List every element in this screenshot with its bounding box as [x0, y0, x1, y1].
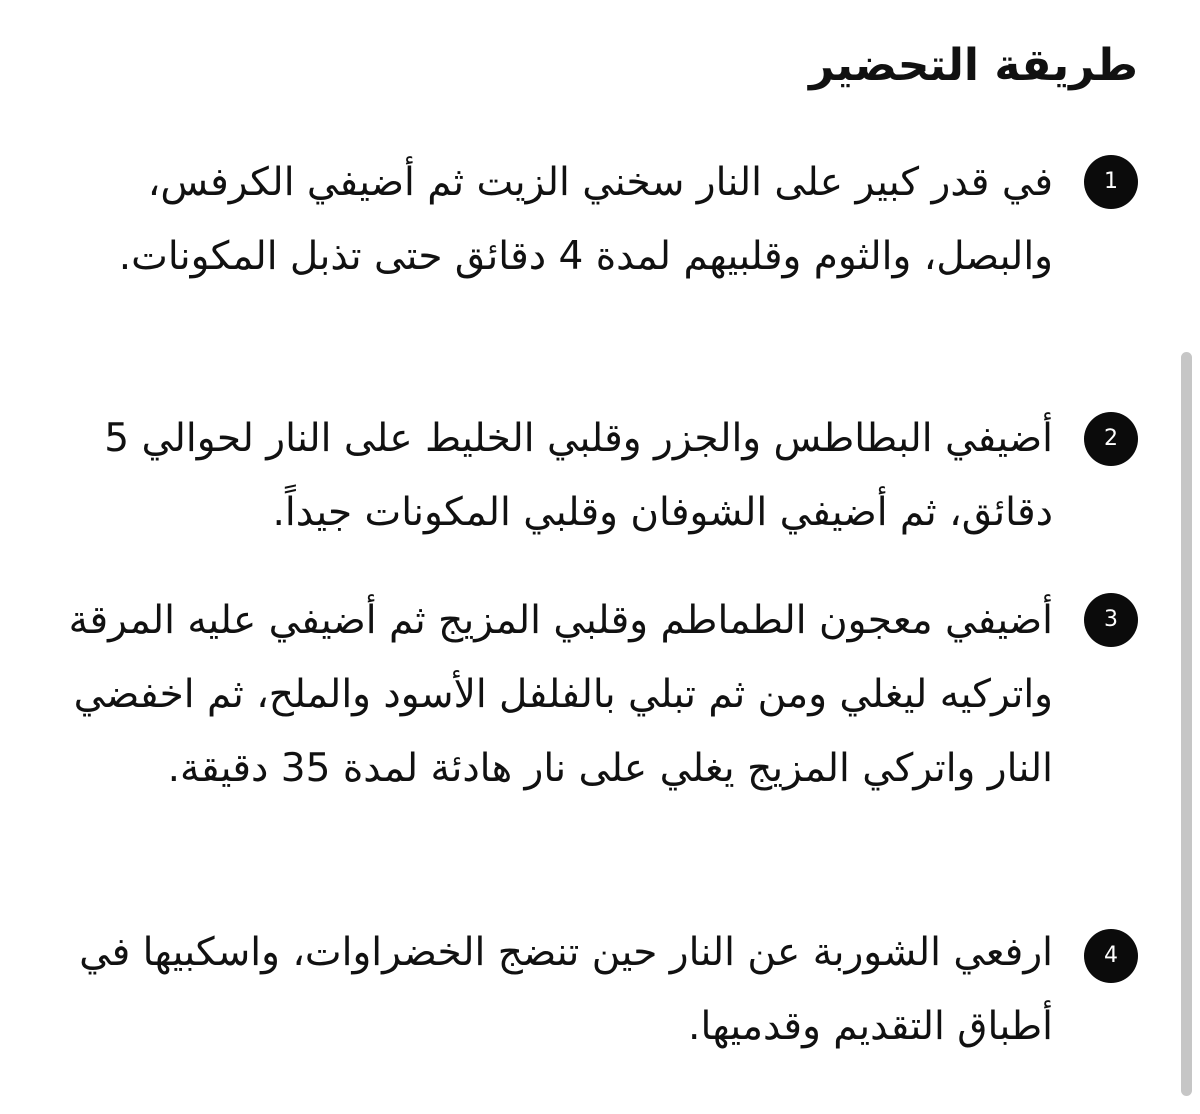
step-number-badge: 1 — [1084, 155, 1138, 209]
step-text: أضيفي معجون الطماطم وقلبي المزيج ثم أضيفي عليه المرقة واتركيه ليغلي ومن ثم تبلي بالفلفل الأسود والملح، ثم اخفضي النار واتركي المزيج يغلي على نار هادئة لمدة 35 دقيقة. — [68, 598, 1053, 791]
preparation-title: طريقة التحضير — [809, 40, 1138, 91]
step-item-2 — [104, 400, 1138, 600]
step-text: أضيفي البطاطس والجزر وقلبي الخليط على النار لحوالي 5 دقائق، ثم أضيفي الشوفان وقلبي المكونات جيداً. — [104, 416, 1053, 535]
step-item-4 — [79, 914, 1138, 1114]
step-number-badge: 2 — [1084, 412, 1138, 466]
step-text: في قدر كبير على النار سخني الزيت ثم أضيفي الكرفس، والبصل، والثوم وقلبيهم لمدة 4 دقائق حتى تذبل المكونات. — [118, 160, 1053, 279]
step-number-badge: 3 — [1084, 593, 1138, 647]
vertical-scrollbar[interactable] — [1180, 352, 1193, 1096]
step-item-3 — [68, 582, 1138, 791]
scrollbar-thumb[interactable] — [1181, 352, 1192, 1096]
step-number-badge: 4 — [1084, 929, 1138, 983]
step-item-1 — [118, 142, 1138, 342]
step-text: ارفعي الشوربة عن النار حين تنضج الخضراوات، واسكبيها في أطباق التقديم وقدميها. — [79, 930, 1053, 1049]
